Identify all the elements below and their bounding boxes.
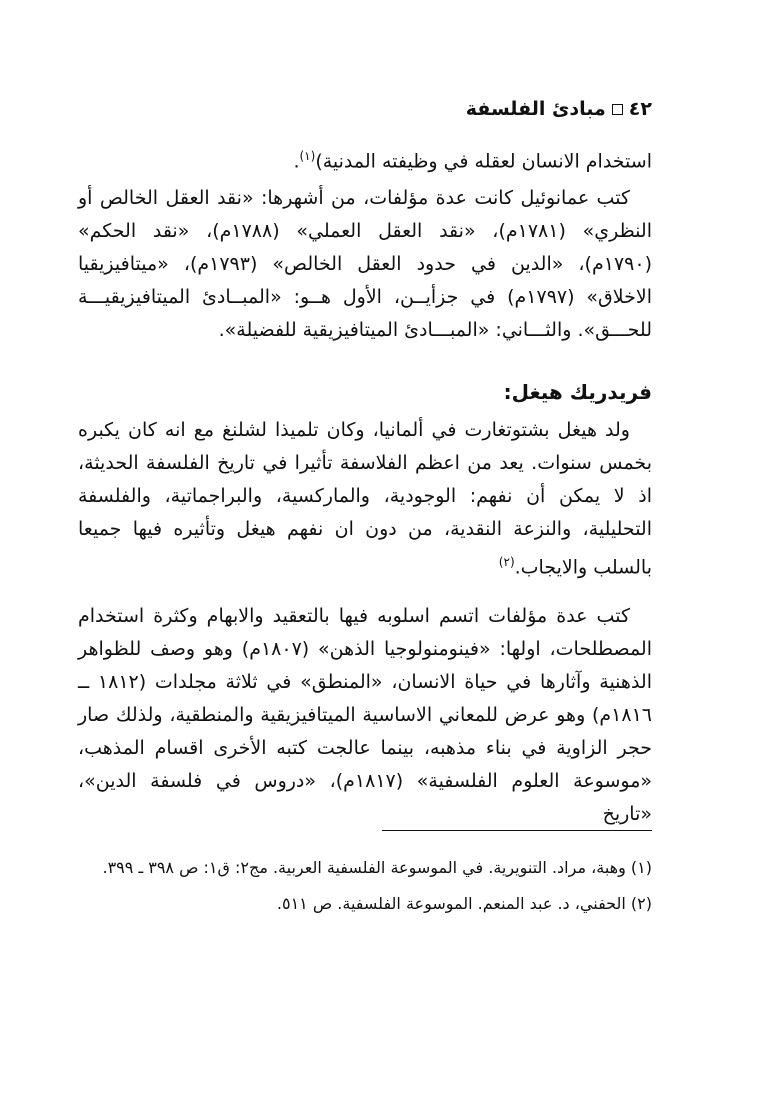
paragraph-hegel-works [78, 600, 652, 831]
book-title: مبادئ الفلسفة [465, 98, 606, 120]
paragraph-3-text: ولد هيغل بشتوتغارت في ألمانيا، وكان تلميذا لشلنغ مع انه كان يكبره بخمس سنوات. يعد من اعظم الفلاسفة تأثيرا في تاريخ الفلسفة الحديثة، اذ لا يمكن أن نفهم: الوجودية، والماركسية، والبراجماتية، والفلسفة التحليلية، والنزعة النقدية، من دون ان نفهم هيغل وتأثيره فيها جميعا بالسلب والايجاب. [78, 419, 652, 579]
paragraph-1-text: استخدام الانسان لعقله في وظيفته المدنية) [315, 150, 652, 173]
footnote-ref-1: (١) [299, 149, 316, 163]
paragraph-2-text: كتب عمانوئيل كانت عدة مؤلفات، من أشهرها: «نقد العقل الخالص أو النظري» (١٧٨١م)، «نقد العقل العملي» (١٧٨٨م)، «نقد الحكم» (١٧٩٠م)، «الدين في حدود العقل الخالص» (١٧٩٣م)، «ميتافيزيقيا الاخلاق» (١٧٩٧م) في جزأيــن، الأول هــو: «المبــادئ الميتافيزيقيـــة للحـــق». والثـــاني: «المبـــادئ الميتافيزيقية للفضيلة». [78, 187, 652, 341]
page-number: ٤٢ [628, 98, 652, 120]
paragraph-hegel-bio [78, 414, 652, 584]
paragraph-1: استخدام الانسان لعقله في وظيفته المدنية)$^{(١)}$. [293, 149, 652, 173]
paragraph-kant-works [78, 182, 652, 347]
section-heading-hegel: فريدريك هيغل: [503, 380, 652, 404]
square-ornament-icon [612, 104, 623, 115]
footnote-ref-2: (٢) [498, 555, 515, 569]
footnote-2: (٢) الحفني، د. عبد المنعم. الموسوعة الفلسفية. ص ٥١١. [276, 894, 652, 913]
paragraph-4-text: كتب عدة مؤلفات اتسم اسلوبه فيها بالتعقيد والابهام وكثرة استخدام المصطلحات، اولها: «فينومنولوجيا الذهن» (١٨٠٧م) وهو وصف للظواهر الذهنية وآثارها في حياة الانسان، «المنطق» في ثلاثة مجلدات (١٨١٢ ــ ١٨١٦م) وهو عرض للمعاني الاساسية الميتافيزيقية والمنطقية، ولذلك صار حجر الزاوية في بناء مذهبه، بينما عالجت كتبه الأخرى اقسام المذهب، «موسوعة العلوم الفلسفية» (١٨١٧م)، «دروس في فلسفة الدين»، «تاريخ [78, 605, 653, 825]
running-header [466, 98, 652, 120]
footnote-divider [382, 830, 652, 831]
footnote-1: (١) وهبة، مراد. التنويرية. في الموسوعة الفلسفية العربية. مج٢: ق١: ص ٣٩٨ ـ ٣٩٩. [102, 858, 652, 877]
